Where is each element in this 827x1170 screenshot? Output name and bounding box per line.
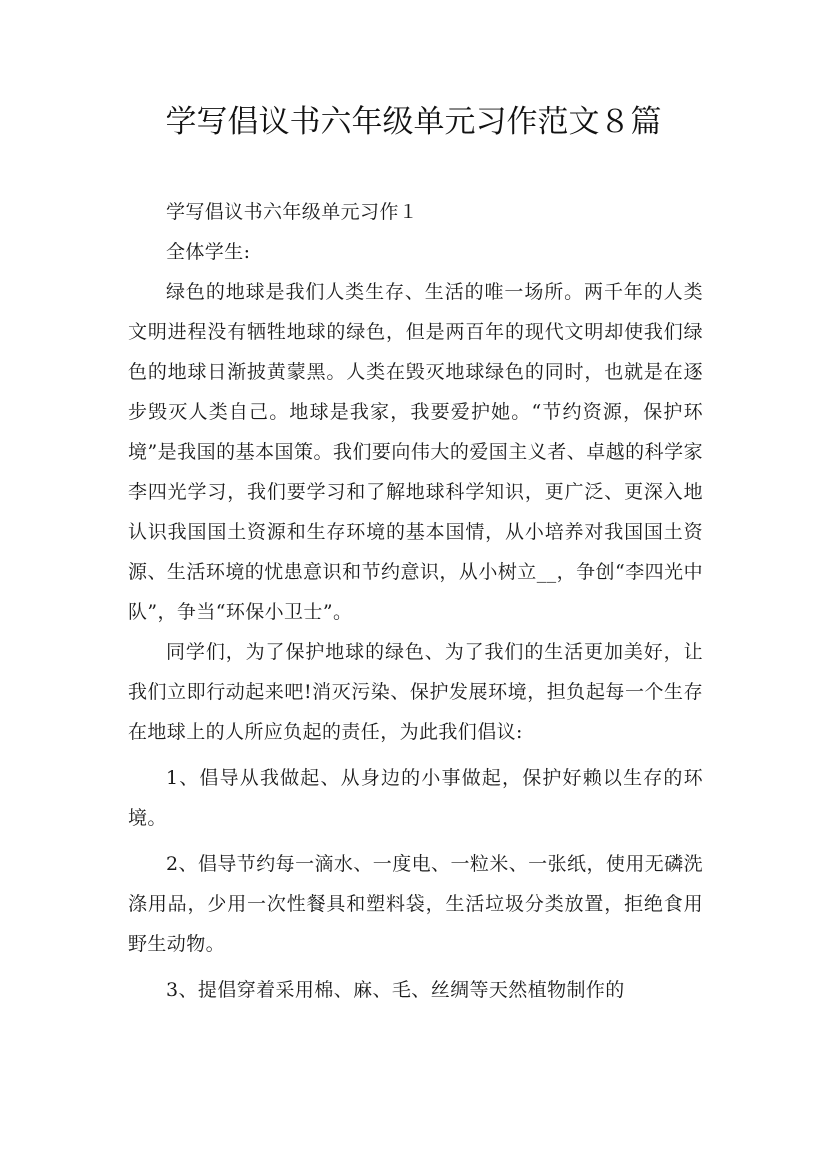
proposal-item-1: 1、倡导从我做起、从身边的小事做起，保护好赖以生存的环境。: [128, 767, 703, 829]
proposal-item-3: 3、提倡穿着采用棉、麻、毛、丝绸等天然植物制作的: [166, 979, 625, 1001]
document-body: [128, 192, 703, 1010]
essay-subheading: 学写倡议书六年级单元习作１: [166, 201, 419, 223]
proposal-item-2: 2、倡导节约每一滴水、一度电、一粒米、一张纸，使用无磷洗涤用品，少用一次性餐具和塑料袋，生活垃圾分类放置，拒绝食用野生动物。: [128, 853, 703, 955]
paragraph-call: 同学们，为了保护地球的绿色、为了我们的生活更加美好，让我们立即行动起来吧!消灭污染、保护发展环境，担负起每一个生存在地球上的人所应负起的责任，为此我们倡议:: [128, 641, 703, 743]
salutation: 全体学生:: [166, 241, 251, 263]
document-title: 学写倡议书六年级单元习作范文８篇: [165, 104, 662, 140]
paragraph-intro: 绿色的地球是我们人类生存、生活的唯一场所。两千年的人类文明进程没有牺牲地球的绿色，但是两百年的现代文明却使我们绿色的地球日渐披黄蒙黑。人类在毁灭地球绿色的同时，也就是在逐步毁灭人类自己。地球是我家，我要爱护她。“节约资源，保护环境”是我国的基本国策。我们要向伟大的爱国主义者、卓越的科学家李四光学习，我们要学习和了解地球科学知识，更广泛、更深入地认识我国国土资源和生存环境的基本国情，从小培养对我国国土资源、生活环境的忧患意识和节约意识，从小树立__，争创“李四光中队”，争当“环保小卫士”。: [128, 281, 703, 623]
